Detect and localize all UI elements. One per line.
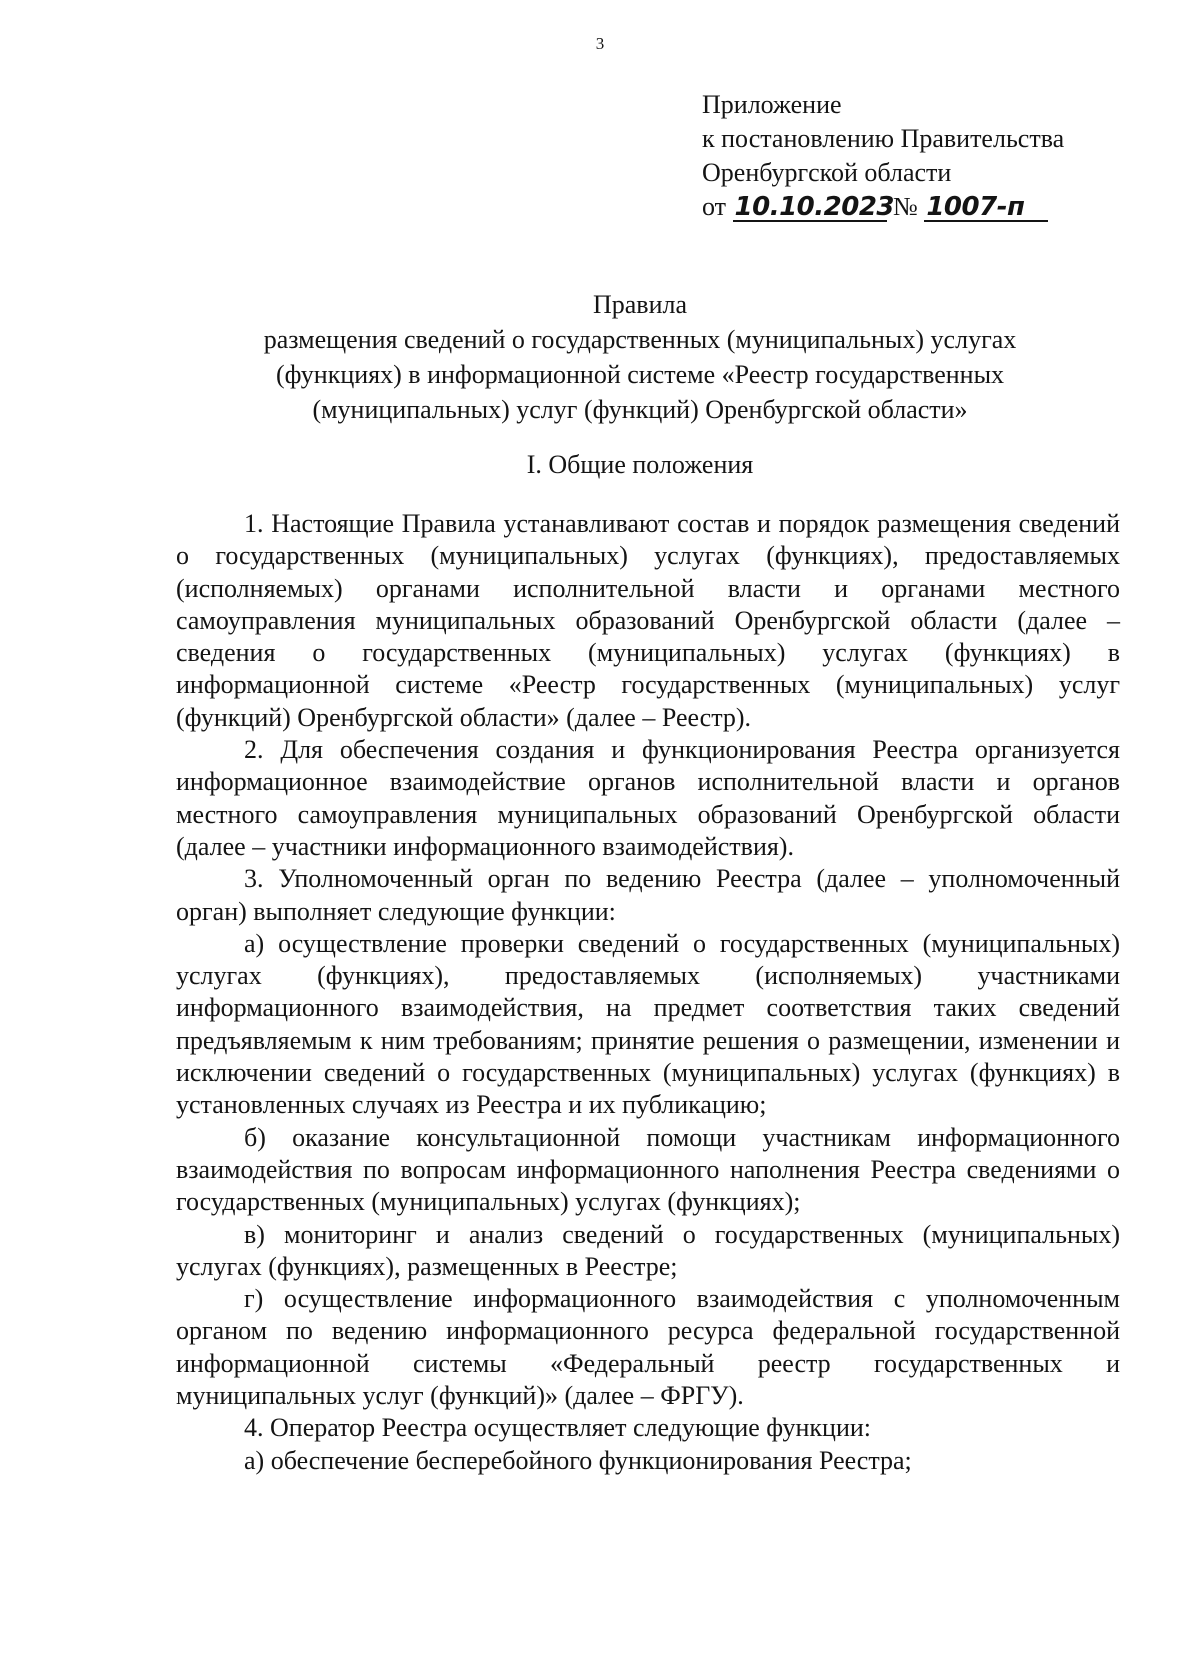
number-sign: № — [893, 192, 918, 221]
paragraph-3g: г) осуществление информационного взаимодействия с уполномоченным органом по ведению информационного ресурса федеральной государственной информационной системы «Федеральный реестр государственных и муниципальных услуг (функций)» (далее – ФРГУ). — [176, 1284, 1120, 1411]
handwritten-date: 10.10.2023 — [734, 192, 895, 222]
paragraph-3b: б) оказание консультационной помощи участникам информационного взаимодействия по вопросам информационного наполнения Реестра сведениями о государственных (муниципальных) услугах (функциях); — [176, 1122, 1120, 1217]
title-line-1: Правила — [592, 290, 688, 319]
paragraph-3a: а) осуществление проверки сведений о государственных (муниципальных) услугах (функциях), предоставляемых (исполняемых) участниками информационного взаимодействия, на предмет соответствия таких сведений предъявляемым к ним требованиям; принятие решения о размещении, изменении и исключении сведений о государственных (муниципальных) услугах (функциях) в установленных случаях из Реестра и их публикацию; — [176, 928, 1120, 1120]
date-prefix: от — [702, 192, 727, 221]
paragraph-3v: в) мониторинг и анализ сведений о государственных (муниципальных) услугах (функциях), размещенных в Реестре; — [176, 1219, 1120, 1281]
page-number: 3 — [595, 34, 605, 53]
paragraph-3: 3. Уполномоченный орган по ведению Реестра (далее – уполномоченный орган) выполняет следующие функции: — [176, 864, 1120, 926]
body-text — [176, 508, 1120, 1477]
paragraph-2: 2. Для обеспечения создания и функционирования Реестра организуется информационное взаимодействие органов исполнительной власти и органов местного самоуправления муниципальных образований Оренбургской области (далее – участники информационного взаимодействия). — [176, 735, 1120, 861]
paragraph-4a: а) обеспечение бесперебойного функционирования Реестра; — [244, 1445, 912, 1475]
appendix-region: Оренбургской области — [702, 158, 952, 187]
appendix-title: Приложение — [702, 90, 842, 119]
title-line-4: (муниципальных) услуг (функций) Оренбургской области» — [312, 395, 968, 424]
section-heading: I. Общие положения — [526, 450, 754, 479]
title-line-3: (функциях) в информационной системе «Реестр государственных — [275, 360, 1005, 389]
paragraph-1: 1. Настоящие Правила устанавливают состав и порядок размещения сведений о государственных (муниципальных) услугах (функциях), предоставляемых (исполняемых) органами исполнительной власти и органами местного самоуправления муниципальных образований Оренбургской области (далее – сведения о государственных (муниципальных) услугах (функциях) в информационной системе «Реестр государственных (муниципальных) услуг (функций) Оренбургской области» (далее – Реестр). — [176, 509, 1120, 732]
appendix-block — [702, 88, 1064, 224]
paragraph-4: 4. Оператор Реестра осуществляет следующие функции: — [244, 1413, 871, 1443]
handwritten-number: 1007-п — [924, 194, 1048, 222]
title-line-2: размещения сведений о государственных (муниципальных) услугах — [263, 325, 1017, 354]
appendix-reference: к постановлению Правительства — [702, 124, 1065, 153]
appendix-date-number-line — [702, 190, 1064, 224]
document-title — [140, 287, 1140, 427]
